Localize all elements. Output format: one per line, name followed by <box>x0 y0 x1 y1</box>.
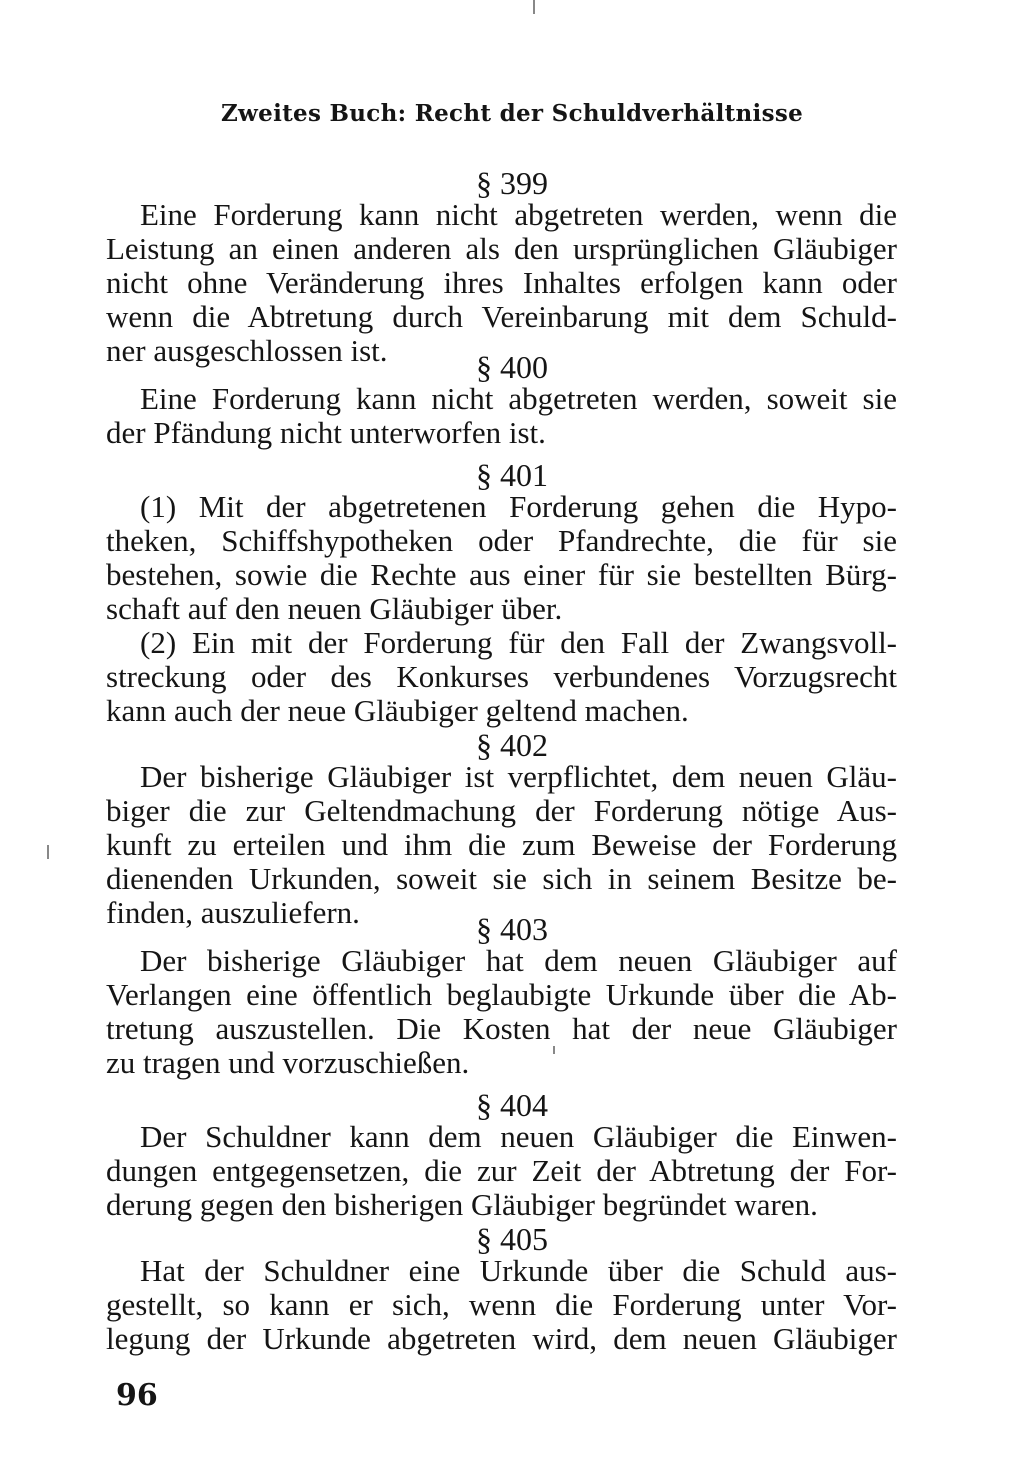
section-heading-401: § 401 <box>476 457 548 493</box>
section-heading-405: § 405 <box>476 1221 548 1257</box>
section-heading-400: § 400 <box>476 349 548 385</box>
section-heading-402: § 402 <box>476 727 548 763</box>
scan-speck <box>47 845 49 859</box>
scan-speck <box>553 1046 555 1054</box>
section-heading-403: § 403 <box>476 911 548 947</box>
section-heading-399: § 399 <box>476 165 548 201</box>
running-head: Zweites Buch: Recht der Schuldverhältnisse <box>220 100 804 127</box>
scan-speck <box>533 0 535 14</box>
page-number: 96 <box>116 1378 158 1413</box>
book-page: Zweites Buch: Recht der Schuldverhältnisse § 399 Eine Forderung kann nicht abgetreten werden, wenn die Leistung an einen anderen als den ursprünglichen Gläubiger nicht ohne Veränderung ihres Inhaltes erfolgen kann oder wenn die Abtretung durch Vereinbarung mit dem Schuld- ner ausgeschlossen ist. § 400 Eine Forderung kann nicht abgetreten werden, soweit sie der Pfändung nicht unterworfen ist. § 401 (1) Mit der abgetretenen Forderung gehen die Hypo- theken, Schiffshypotheken oder Pfandrechte, die für sie bestehen, sowie die Rechte aus einer für sie bestellten Bürg- schaft auf den neuen Gläubiger über. (2) Ein mit der Forderung für den Fall der Zwangsvoll- streckung oder des Konkurses verbundenes Vorzugsrecht kann auch der neue Gläubiger geltend machen. § 402 Der bisherige Gläubiger ist verpflichtet, dem neuen Gläu- biger die zur Geltendmachung der Forderung nötige Aus- kunft zu erteilen und ihm die zum Beweise der Forderung dienenden Urkunden, soweit sie sich in seinem Besitze be- finden, auszuliefern. § 403 Der bisherige Gläubiger hat dem neuen Gläubiger auf Verlangen eine öffentlich beglaubigte Urkunde über die Ab- tretung auszustellen. Die Kosten hat der neue Gläubiger zu tragen und vorzuschießen. § 404 Der Schuldner kann dem neuen Gläubiger die Einwen- dungen entgegensetzen, die zur Zeit der Abtretung der For- derung gegen den bisherigen Gläubiger begründet waren. § 405 Hat der Schuldner eine Urkunde über die Schuld aus- gestellt, so kann er sich, wenn die Forderung unter Vor- legung der Urkunde abgetreten wird, dem neuen Gläubiger 96 <box>0 0 1024 1480</box>
section-heading-404: § 404 <box>476 1087 548 1123</box>
